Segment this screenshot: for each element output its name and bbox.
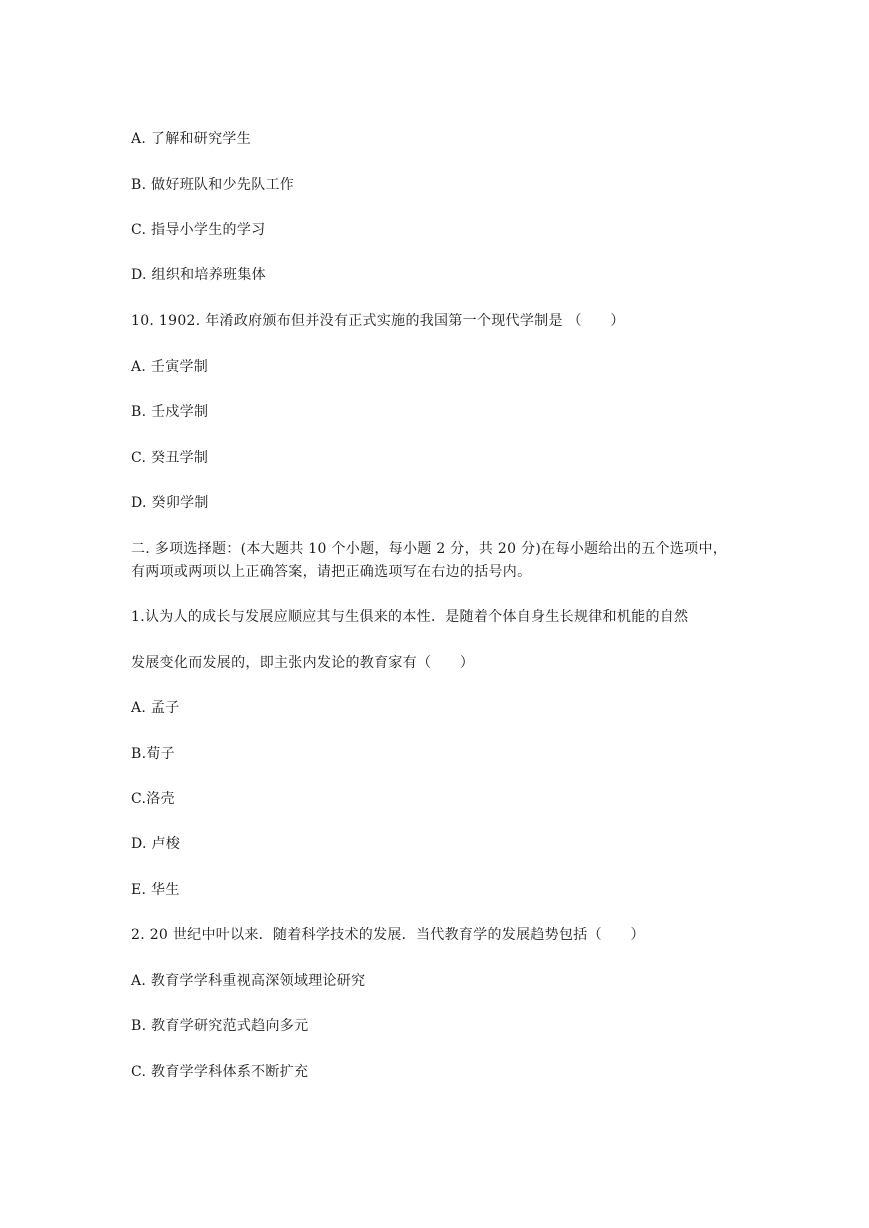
mc2-option-c: C. 教育学学科体系不断扩充 bbox=[131, 1064, 309, 1080]
question-10: 10. 1902. 年淆政府颁布但并没有正式实施的我国第一个现代学制是 （ ） bbox=[131, 313, 625, 329]
mc1-option-b: B.荀子 bbox=[131, 746, 175, 762]
mc-question-2: 2. 20 世纪中叶以来．随着科学技术的发展．当代教育学的发展趋势包括（ ） bbox=[131, 927, 645, 943]
section-2-heading-cont: 有两项或两项以上正确答案，请把正确选项写在右边的括号内。 bbox=[131, 564, 532, 580]
q10-option-c: C. 癸丑学制 bbox=[131, 450, 209, 466]
mc1-option-c: C.洛壳 bbox=[131, 791, 175, 807]
mc-question-1-cont: 发展变化而发展的，即主张内发论的教育家有（ ） bbox=[131, 655, 475, 671]
mc1-option-a: A. 孟子 bbox=[131, 700, 180, 716]
mc-question-1: 1.认为人的成长与发展应顺应其与生俱来的本性．是随着个体自身生长规律和机能的自然 bbox=[131, 609, 689, 625]
mc1-option-e: E. 华生 bbox=[131, 882, 180, 898]
option-c-guide-learning: C. 指导小学生的学习 bbox=[131, 222, 266, 238]
mc2-option-b: B. 教育学研究范式趋向多元 bbox=[131, 1018, 309, 1034]
q10-option-a: A. 壬寅学制 bbox=[131, 359, 209, 375]
mc2-option-a: A. 教育学学科重视高深领域理论研究 bbox=[131, 973, 366, 989]
section-2-heading: 二. 多项选择题：(本大题共 10 个小题，每小题 2 分，共 20 分)在每小题给出的五个选项中， bbox=[131, 541, 728, 557]
option-a-understand-students: A. 了解和研究学生 bbox=[131, 131, 252, 147]
mc1-option-d: D. 卢梭 bbox=[131, 836, 181, 852]
q10-option-b: B. 壬戍学制 bbox=[131, 404, 209, 420]
option-d-class-collective: D. 组织和培养班集体 bbox=[131, 267, 266, 283]
option-b-class-work: B. 做好班队和少先队工作 bbox=[131, 177, 295, 193]
q10-option-d: D. 癸卯学制 bbox=[131, 495, 209, 511]
